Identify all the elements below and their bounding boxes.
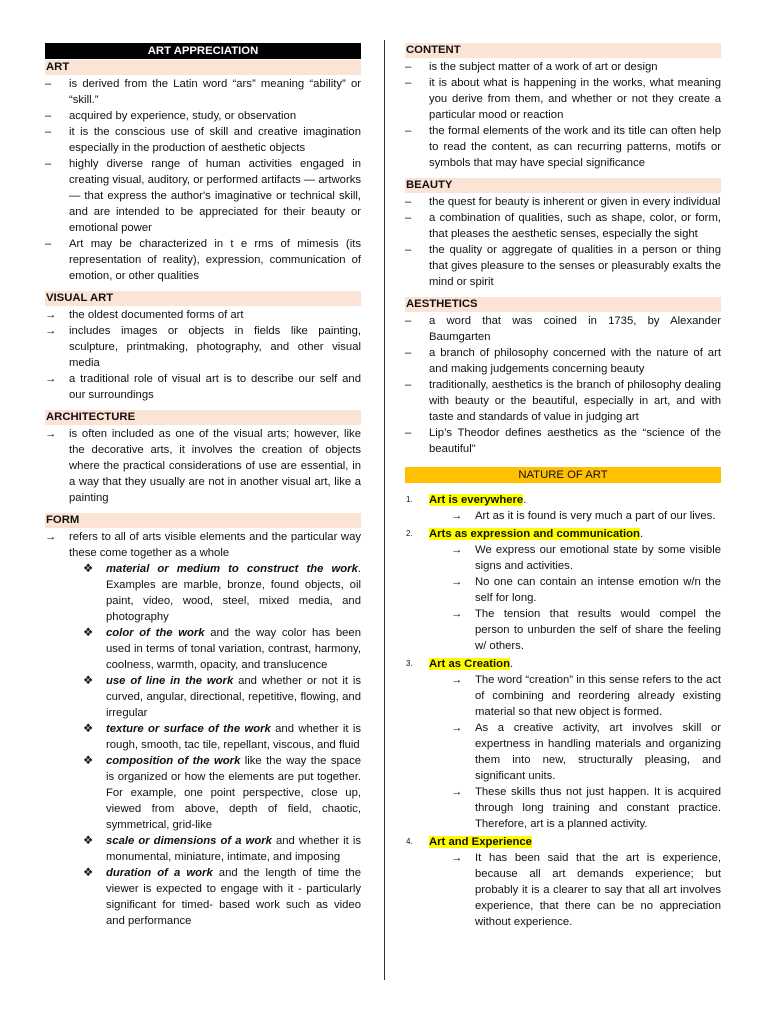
item-title: Art as Creation — [429, 658, 510, 670]
item-title: Arts as expression and communication — [429, 528, 640, 540]
page-title: ART APPRECIATION — [45, 43, 361, 59]
arrow-bullet-icon: → — [451, 576, 463, 588]
list-item: → We express our emotional state by some visible signs and activities. — [451, 544, 721, 572]
item-title: Art and Experience — [429, 836, 532, 848]
dash-bullet-icon: – — [405, 244, 412, 256]
list-item: → is often included as one of the visual arts; however, like the decorative arts, it involves the creation of objects where the practical considerations of use are essential, in a way that they usually are not in another visual art, like a painting — [45, 428, 361, 504]
arrow-bullet-icon: → — [45, 428, 57, 440]
arrow-bullet-icon: → — [45, 531, 57, 543]
arrow-bullet-icon: → — [451, 674, 463, 686]
arrow-bullet-icon: → — [451, 510, 463, 522]
arrow-bullet-icon: → — [45, 373, 57, 385]
list-item: – highly diverse range of human activities engaged in creating visual, auditory, or performed artifacts — artworks — that express the author's imaginative or technical skill, and are intended to be appreciated for their beauty or emotional power — [45, 158, 361, 234]
column-divider — [384, 40, 385, 980]
diamond-bullet-icon: ❖ — [83, 755, 94, 767]
dash-bullet-icon: – — [405, 212, 412, 224]
list-item: – acquired by experience, study, or observation — [45, 110, 297, 122]
arrow-bullet-icon: → — [451, 852, 463, 864]
dash-bullet-icon: – — [45, 238, 52, 250]
list-item: ❖ texture or surface of the work and whether it is rough, smooth, tac tile, repellant, viscous, and fluid — [83, 723, 361, 751]
arrow-bullet-icon: → — [45, 325, 57, 337]
nature-of-art-list — [405, 492, 721, 930]
list-item: – is the subject matter of a work of art or design — [405, 61, 658, 73]
numbered-item: 3. Art as Creation. → The word “creation” in this sense refers to the act of combining and reordering already existing material so that new object is formed. → As a creative activity, art involves skill or expertness in handling materials and organizing them into new, structurally pleasing, and significant units. → These skills thus not just happen. It is acquired through long training and constant practice. Therefore, art is a planned activity. — [406, 658, 721, 830]
list-item: – a branch of philosophy concerned with the nature of art and making judgements concerning beauty — [405, 347, 721, 375]
dash-bullet-icon: – — [405, 427, 412, 439]
beauty-list — [405, 194, 721, 290]
list-item: → Art as it is found is very much a part of our lives. — [451, 510, 716, 522]
list-item: ❖ use of line in the work and whether or not it is curved, angular, directional, repetitive, flowing, and irregular — [83, 675, 361, 719]
dash-bullet-icon: – — [45, 78, 52, 90]
list-item: – the quest for beauty is inherent or given in every individual — [405, 196, 721, 208]
arrow-bullet-icon: → — [451, 722, 463, 734]
section-heading-beauty: BEAUTY — [405, 178, 721, 193]
dash-bullet-icon: – — [405, 61, 412, 73]
list-item: – is derived from the Latin word “ars” meaning “ability” or “skill.” — [45, 78, 361, 106]
dash-bullet-icon: – — [45, 110, 52, 122]
list-item: → includes images or objects in fields like painting, sculpture, printmaking, photography, and other visual media — [45, 325, 361, 369]
list-item: – traditionally, aesthetics is the branch of philosophy dealing with beauty or the beautiful, especially in art, and with taste and standards of value in judging art — [405, 379, 721, 423]
list-item: → the oldest documented forms of art — [45, 309, 244, 321]
diamond-bullet-icon: ❖ — [83, 675, 94, 687]
list-item: – a word that was coined in 1735, by Alexander Baumgarten — [405, 315, 721, 343]
list-item: ❖ composition of the work like the way the space is organized or how the elements are put together. For example, one point perspective, close up, viewed from above, depth of field, chaotic, symmetrical, grid-like — [83, 755, 361, 831]
arrow-bullet-icon: → — [45, 309, 57, 321]
section-heading-architecture: ARCHITECTURE — [45, 410, 361, 425]
art-list — [45, 76, 361, 284]
dash-bullet-icon: – — [405, 77, 412, 89]
form-list — [45, 529, 361, 561]
list-item: – it is about what is happening in the works, what meaning you derive from them, and whether or not they create a particular mood or reaction — [405, 77, 721, 121]
section-heading-content: CONTENT — [405, 43, 721, 58]
architecture-list — [45, 426, 361, 506]
list-item: → a traditional role of visual art is to describe our self and our surroundings — [45, 373, 361, 401]
list-item: → The tension that results would compel the person to unburden the self of share the feeling w/ others. — [451, 608, 721, 652]
list-item: → No one can contain an intense emotion w/n the self for long. — [451, 576, 721, 604]
list-item: – the quality or aggregate of qualities in a person or thing that gives pleasure to the senses or pleasurably exalts the mind or spirit — [405, 244, 721, 288]
dash-bullet-icon: – — [45, 126, 52, 138]
item-title: Art is everywhere — [429, 494, 524, 506]
diamond-bullet-icon: ❖ — [83, 723, 94, 735]
list-item: ❖ duration of a work and the length of time the viewer is expected to engage with it - particularly significant for timed- based work such as video and performance — [83, 867, 361, 927]
arrow-bullet-icon: → — [451, 608, 463, 620]
dash-bullet-icon: – — [405, 196, 412, 208]
list-item: – it is the conscious use of skill and creative imagination especially in the production of aesthetic objects — [45, 126, 361, 154]
list-item: → The word “creation” in this sense refers to the act of combining and reordering already existing material so that new object is formed. — [451, 674, 721, 718]
list-item: → refers to all of arts visible elements and the particular way these come together as a whole — [45, 531, 361, 559]
section-heading-aesthetics: AESTHETICS — [405, 297, 721, 312]
numbered-item: 2. Arts as expression and communication. → We express our emotional state by some visible signs and activities. → No one can contain an intense emotion w/n the self for long. → The tension that results would compel the person to unburden the self of share the feeling w/ others. — [406, 528, 721, 652]
visual-art-list — [45, 307, 361, 403]
numbered-item: 4. Art and Experience → It has been said that the art is experience, because all art demands experience; but probably it is a clearer to say that all art involves experience, that there can be no appreciation without experience. — [406, 836, 721, 928]
list-item: ❖ color of the work and the way color has been used in terms of tonal variation, contrast, harmony, coolness, warmth, opacity, and translucence — [83, 627, 361, 671]
arrow-bullet-icon: → — [451, 786, 463, 798]
right-column — [405, 43, 721, 932]
content-list — [405, 59, 721, 171]
dash-bullet-icon: – — [405, 315, 412, 327]
list-item: ❖ material or medium to construct the work. Examples are marble, bronze, found objects, oil paint, video, wood, steel, mixed media, and photography — [83, 563, 361, 623]
left-column — [45, 43, 361, 929]
list-item: → These skills thus not just happen. It is acquired through long training and constant practice. Therefore, art is a planned activity. — [451, 786, 721, 830]
list-item: → As a creative activity, art involves skill or expertness in handling materials and organizing them into new, structurally pleasing, and significant units. — [451, 722, 721, 782]
list-item: – the formal elements of the work and its title can often help to read the content, as can recurring patterns, motifs or symbols that may have special significance — [405, 125, 721, 169]
section-heading-visual-art: VISUAL ART — [45, 291, 361, 306]
form-sub-list — [45, 561, 361, 929]
arrow-bullet-icon: → — [451, 544, 463, 556]
diamond-bullet-icon: ❖ — [83, 867, 94, 879]
list-item: → It has been said that the art is experience, because all art demands experience; but probably it is a clearer to say that all art involves experience, that there can be no appreciation without experience. — [451, 852, 721, 928]
list-item: ❖ scale or dimensions of a work and whether it is monumental, miniature, intimate, and imposing — [83, 835, 361, 863]
dash-bullet-icon: – — [45, 158, 52, 170]
list-item: – a combination of qualities, such as shape, color, or form, that pleases the aesthetic senses, especially the sight — [405, 212, 721, 240]
numbered-item: 1. Art is everywhere. → Art as it is found is very much a part of our lives. — [405, 492, 721, 524]
section-heading-art: ART — [45, 60, 361, 75]
section-heading-form: FORM — [45, 513, 361, 528]
dash-bullet-icon: – — [405, 379, 412, 391]
dash-bullet-icon: – — [405, 125, 412, 137]
list-item: – Lip’s Theodor defines aesthetics as the “science of the beautiful" — [405, 427, 721, 455]
section-heading-nature-of-art: NATURE OF ART — [405, 467, 721, 483]
dash-bullet-icon: – — [405, 347, 412, 359]
diamond-bullet-icon: ❖ — [83, 835, 94, 847]
aesthetics-list — [405, 313, 721, 457]
list-item: – Art may be characterized in t e rms of mimesis (its representation of reality), expression, communication of emotion, or other qualities — [45, 238, 361, 282]
diamond-bullet-icon: ❖ — [83, 563, 94, 575]
diamond-bullet-icon: ❖ — [83, 627, 94, 639]
